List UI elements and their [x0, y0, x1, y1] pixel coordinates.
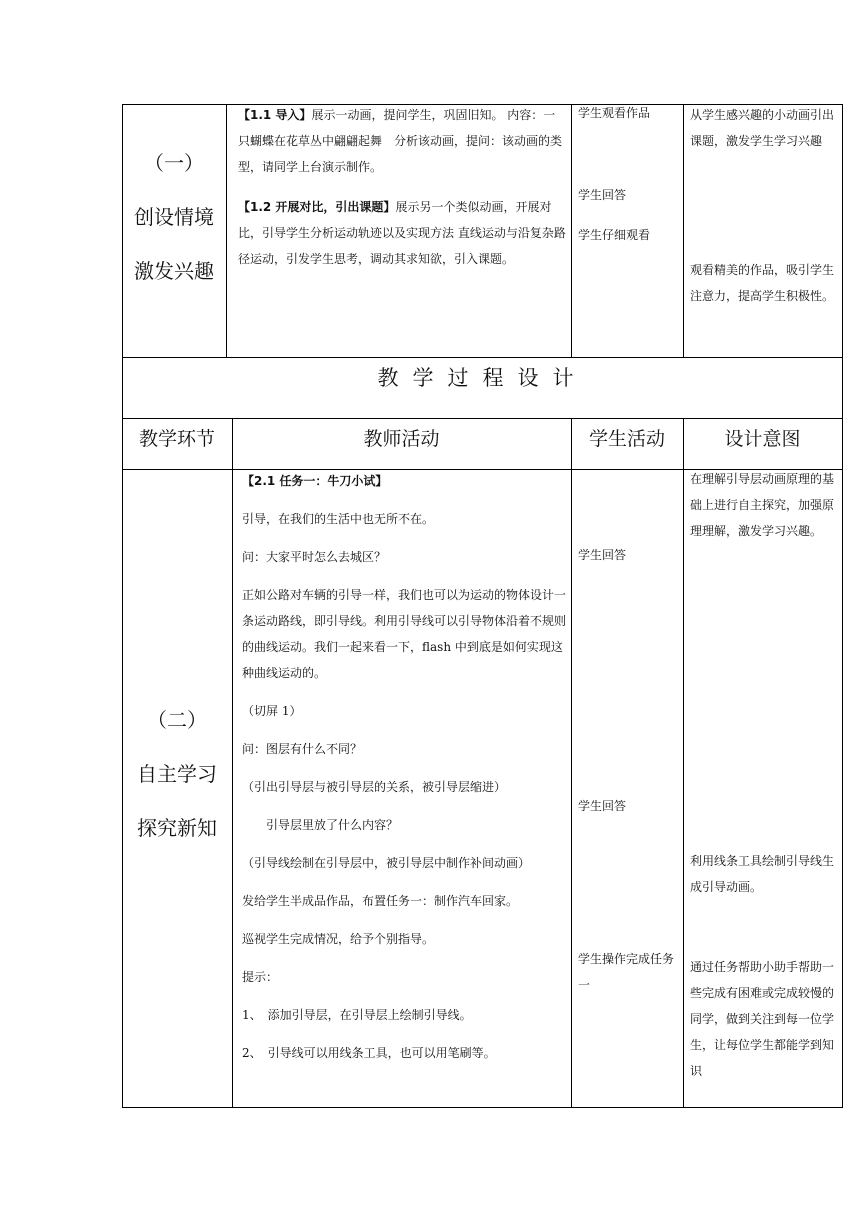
- student-text: 学生回答: [578, 799, 627, 813]
- teacher-line: 提示：: [242, 970, 279, 984]
- teacher-heading: 【2.1 任务一：牛刀小试】: [242, 474, 388, 488]
- stage-cell-1: [122, 136, 226, 298]
- student-text: 学生回答: [578, 188, 627, 202]
- teacher-tag: 【1.2 开展对比，引出课题】: [238, 200, 396, 214]
- teacher-line: 问：大家平时怎么去城区？: [242, 550, 387, 564]
- teacher-line: 问：图层有什么不同？: [242, 742, 363, 756]
- intent-text: 在理解引导层动画原理的基础上进行自主探究，加强原理理解，激发学习兴趣。: [690, 472, 835, 538]
- header-teacher: 教师活动: [363, 428, 440, 450]
- table-border-bottom: [122, 1107, 843, 1108]
- student-text: 学生观看作品: [578, 106, 651, 120]
- col-divider-b-bottom: [571, 418, 572, 1108]
- teacher-paragraph: [238, 102, 566, 180]
- teacher-line: 2、 引导线可以用线条工具，也可以用笔刷等。: [242, 1046, 496, 1060]
- teacher-text: 展示一动画，提问学生，巩固旧知。 内容：一只蝴蝶在花草丛中翩翩起舞 分析该动画，提问：该动画的类型，请同学上台演示制作。: [238, 108, 563, 174]
- col-divider-a-top: [226, 104, 227, 358]
- col-divider-c-bottom: [683, 418, 684, 1108]
- stage-cell-2: [122, 693, 232, 855]
- stage-line: （一）: [144, 151, 204, 175]
- student-text: 学生回答: [578, 548, 627, 562]
- teacher-cell-2: [242, 468, 566, 1066]
- teacher-line: （引出引导层与被引导层的关系，被引导层缩进）: [242, 780, 507, 794]
- teacher-line: 引导，在我们的生活中也无所不在。: [242, 512, 435, 526]
- teacher-line: 1、 添加引导层，在引导层上绘制引导线。: [242, 1008, 472, 1022]
- row-divider-1: [122, 357, 843, 358]
- teacher-line: 发给学生半成品作品，布置任务一：制作汽车回家。: [242, 894, 519, 908]
- teacher-paragraph: [238, 194, 566, 272]
- stage-line: 自主学习: [137, 762, 217, 786]
- stage-line: 激发兴趣: [134, 259, 214, 283]
- teacher-line: 巡视学生完成情况，给予个别指导。: [242, 932, 435, 946]
- stage-line: 探究新知: [137, 816, 217, 840]
- stage-line: （二）: [147, 708, 207, 732]
- header-intent: 设计意图: [724, 428, 801, 450]
- teacher-line: 引导层里放了什么内容？: [242, 818, 399, 832]
- intent-text: 观看精美的作品，吸引学生注意力，提高学生积极性。: [690, 263, 835, 303]
- intent-text: 通过任务帮助小助手帮助一些完成有困难或完成较慢的同学，做到关注到每一位学生，让每位学生都能学到知识: [690, 960, 835, 1078]
- stage-line: 创设情境: [134, 205, 214, 229]
- col-divider-b-top: [571, 104, 572, 358]
- teacher-line: （引导线绘制在引导层中，被引导层中制作补间动画）: [242, 856, 531, 870]
- table-border-right: [842, 104, 843, 1108]
- intent-text: 利用线条工具绘制引导线生成引导动画。: [690, 854, 835, 894]
- student-text: 学生仔细观看: [578, 228, 651, 242]
- table-title: 教学过程设计: [377, 366, 588, 390]
- teacher-text: 展示另一个类似动画，开展对比，引导学生分析运动轨迹以及实现方法 直线运动与沿复杂路径运动，引发学生思考，调动其求知欲，引入课题。: [238, 200, 566, 266]
- header-stage: 教学环节: [138, 428, 215, 450]
- row-divider-2: [122, 418, 843, 419]
- teacher-cell-1: [238, 102, 566, 272]
- col-divider-c-top: [683, 104, 684, 358]
- intent-text: 从学生感兴趣的小动画引出课题，激发学生学习兴趣: [690, 108, 835, 148]
- header-student: 学生活动: [588, 428, 665, 450]
- teacher-tag: 【1.1 导入】: [238, 108, 312, 122]
- teacher-line: 正如公路对车辆的引导一样，我们也可以为运动的物体设计一条运动路线，即引导线。利用引导线可以引导物体沿着不规则的曲线运动。我们一起来看一下，flash 中到底是如何实现这种曲线运动的。: [242, 588, 567, 680]
- student-text: 学生操作完成任务一: [578, 952, 675, 992]
- teacher-line: （切屏 1）: [242, 704, 302, 718]
- col-divider-a-bottom: [232, 418, 233, 1108]
